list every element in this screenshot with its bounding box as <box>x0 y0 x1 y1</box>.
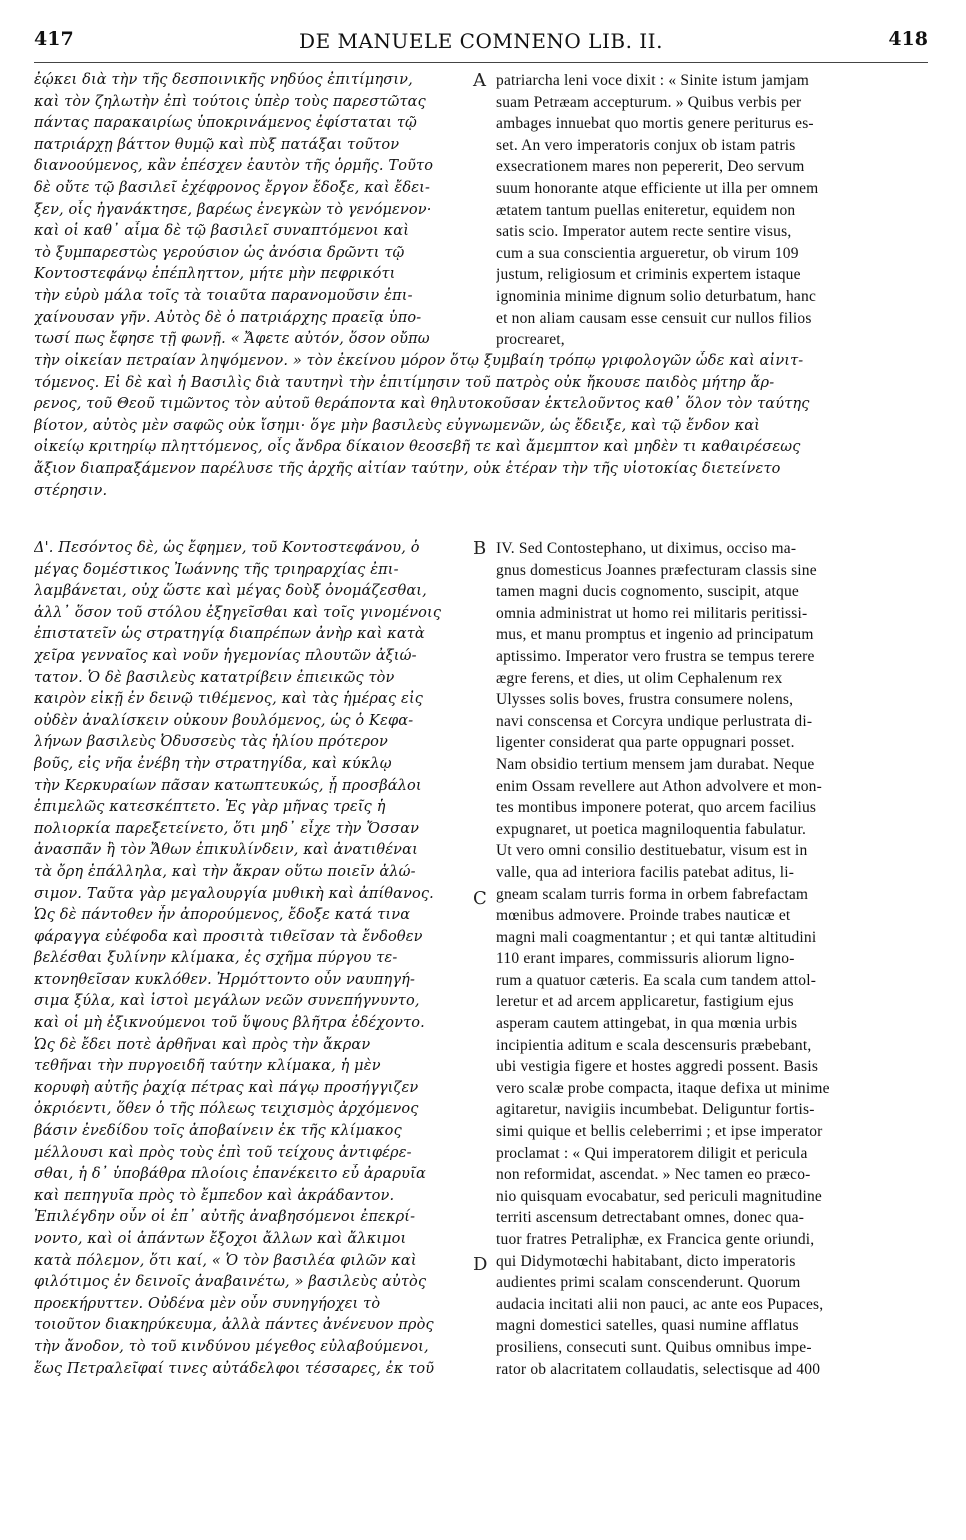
text-line: tuor fratres Petraliphæ, ex Francica gente oriundi, <box>496 1231 815 1248</box>
text-line: omnia administrat ut homo rei militaris peritissi- <box>496 604 808 622</box>
text-line: magni domestici satelles, quasi numine afflatus <box>496 1317 799 1335</box>
running-title: DE MANUELE COMNENO LIB. II. <box>299 29 663 53</box>
text-line: Ὡς δὲ ἔδει ποτὲ ἀρθῆναι καὶ πρὸς τὴν ἄκραν <box>34 1036 371 1053</box>
text-line: βελέσθαι ξυλίνην κλίμακα, ἐς σχῆμα πύργου τε- <box>34 950 398 967</box>
page-number-left: 417 <box>34 28 74 50</box>
text-line: τὴν ἄνοδον, τὸ τοῦ κινδύνου μέγεθος εὐλαβούμενοι, <box>34 1338 429 1355</box>
text-line: justum, religiosum et criminis expertem istaque <box>496 266 801 284</box>
text-line: διανοούμενος, κἂν ἐπέσχεν ἑαυτὸν τῆς ὁρμῆς. Τοῦτο <box>34 158 434 175</box>
text-line: territi ascensum detrectabant omnes, donec qua- <box>496 1209 805 1227</box>
text-line: Κοντοστεφάνῳ ἐπέπληττον, μήτε μὴν πεφρικότι <box>34 266 396 283</box>
text-line: suam Petræam accepturum. » Quibus verbis per <box>496 93 802 111</box>
text-line: στέρησιν. <box>34 482 108 499</box>
text-line: agitaretur, navigiis incumbebat. Deliguntur fortis- <box>496 1101 815 1119</box>
marker-d: D <box>473 1254 488 1275</box>
text-line: cum a sua conscientia argueretur, ob virum 109 <box>496 244 799 262</box>
text-line: βίοτον, αὐτὸς μὲν σαφῶς οὐκ ἴσημι· ὅγε μὴν βασιλεὺς εὐγνωμενῶν, ὡς ἔδειξε, καὶ τῷ ἔνδον καὶ <box>34 417 761 434</box>
text-line: καὶ οἱ μὴ ἐξικνούμενοι τοῦ ὕψους βλῆτρα ἐδέχοντο. <box>34 1015 425 1032</box>
text-line: καὶ οἱ καθ᾽ αἷμα δὲ τῷ βασιλεῖ συναπτόμενοι καὶ <box>34 223 410 240</box>
text-line: 110 erant impares, commissuris aliorum ligno- <box>496 950 795 968</box>
text-line: σθαι, ἡ δ᾽ ὑποβάθρα πλοίοις ἐπανέκειτο εὖ ἀραρυῖα <box>34 1166 426 1183</box>
text-line: set. An vero imperatoris conjux ob istam patris <box>496 136 796 154</box>
text-line: τὴν εὐρὺ μάλα τοῖς τὰ τοιαῦτα παρανομοῦσιν ἐπι- <box>34 287 413 304</box>
text-line: IV. Sed Contostephano, ut diximus, occiso ma- <box>496 540 797 557</box>
text-line: mus, et manu promptus et ingenio ad principatum <box>496 626 814 644</box>
text-line: qui Didymotœchi habitabant, dicto imperatoris <box>496 1252 796 1270</box>
text-line: incipientia aditum e scala descensuris præbebant, <box>496 1036 812 1054</box>
text-line: βοῦς, εἰς νῆα ἐνέβη τὴν στρατηγίδα, καὶ κύκλῳ <box>34 755 392 772</box>
text-line: λαμβάνεται, οὐχ ὥστε καὶ μέγας δοὺξ ὀνομάζεσθαι, <box>34 583 427 600</box>
text-line: χεῖρα γενναῖος καὶ νοῦν ἡγεμονίας πλουτῶν ἀξιώ- <box>34 647 417 664</box>
text-line: Ut vero omni consilio destituebatur, visum est in <box>496 842 808 860</box>
text-line: Δ'. Πεσόντος δὲ, ὡς ἔφημεν, τοῦ Κοντοστεφάνου, ὁ <box>34 540 420 556</box>
text-line: ignominia minime dignum solio deturbatum, hanc <box>496 287 817 305</box>
page-number-right: 418 <box>888 28 928 50</box>
marker-c: C <box>473 888 487 909</box>
text-line: τοιοῦτον διακηρύκευμα, ἀλλὰ πάντες ἀνένευον πρὸς <box>34 1317 434 1334</box>
text-line: tes montibus imponere poterat, quo arcem facilius <box>496 799 817 817</box>
text-line: τὴν Κερκυραίων πᾶσαν κατωπτευκώς, ᾗ προσβάλοι <box>34 777 422 794</box>
text-line: rator ob alacritatem collaudatis, selectisque ad 400 <box>496 1360 821 1378</box>
text-line: τὴν οἰκείαν πετραίαν ληψόμενον. » τὸν ἐκείνου μόρον ὅτῳ ξυμβαίη τρόπῳ γριφολογῶν ὧδε καὶ αἰνιτ- <box>34 353 804 369</box>
greek-column-a <box>34 70 468 351</box>
text-line: simi quique et bellis celeberrimi ; et ipse imperator <box>496 1123 823 1141</box>
text-line: τεθῆναι τὴν πυργοειδῆ ταύτην κλίμακα, ἡ μὲν <box>34 1058 381 1075</box>
text-line: καὶ πεπηγυῖα πρὸς τὸ ἔμπεδον καὶ ἀκράδαντον. <box>34 1187 395 1204</box>
text-line: Ἐπιλέγδην οὖν οἱ ἐπ᾽ αὐτῆς ἀναβησόμενοι ἐπεκρί- <box>34 1209 416 1226</box>
text-line: νοντο, καὶ οἱ ἁπάντων ἔξοχοι ἄλλων καὶ ἄλκιμοι <box>34 1231 407 1247</box>
text-line: πατριάρχῃ βάττον θυμῷ καὶ πὺξ πατάξαι τοῦτον <box>34 136 400 153</box>
text-line: Ὡς δὲ πάντοθεν ἦν ἀπορούμενος, ἔδοξε κατά τινα <box>34 907 411 924</box>
text-line: ὀκριόεντι, ὅθεν ὁ τῆς πόλεως τειχισμὸς ἀρχόμενος <box>34 1101 419 1118</box>
text-line: vero scalæ probe compacta, itaque defixa ut minime <box>496 1079 830 1097</box>
text-line: valle, qua ad interiora facilis patebat aditus, li- <box>496 863 795 881</box>
text-line: κορυφὴ αὐτῆς ῥαχίᾳ πέτρας καὶ πάγῳ προσήγγιζεν <box>34 1079 419 1096</box>
text-line: δὲ οὔτε τῷ βασιλεῖ ἐχέφρονος ἔργον ἔδοξε, καὶ ἔδει- <box>34 179 431 196</box>
text-line: enim Ossam revellere aut Athon advolvere et mon- <box>496 777 822 795</box>
text-line: ubi vestigia figere et hostes aggredi possent. Basis <box>496 1058 819 1076</box>
text-line: ἀνασπᾶν ἢ τὸν Ἄθων ἐπικυλίνδειν, καὶ ἀνατιθέναι <box>34 842 418 859</box>
text-line: ligenter considerat qua parte oppugnari posset. <box>496 734 795 752</box>
text-line: οἰκείῳ κριτηρίῳ πληττόμενος, οἷς ἄνδρα δίκαιον θεοσεβῆ τε καὶ ἄμεμπτον καὶ μηδὲν τι καθαιρέσεως <box>34 439 801 456</box>
text-line: magni mali coagmentantur ; et qui tantæ altitudini <box>496 928 817 946</box>
text-line: φάραγγα εὐέφοδα καὶ προσιτὰ τιθεῖσαν τὰ ἔνδοθεν <box>34 928 423 945</box>
text-line: τατον. Ὁ δὲ βασιλεὺς κατατρίβειν ἐπιεικῶς τὸν <box>34 669 395 686</box>
text-line: prosiliens, consecuti sunt. Quibus omnibus impe- <box>496 1338 812 1356</box>
text-line: βάσιν ἐνεδίδου τοῖς ἀποβαίνειν ἐκ τῆς κλίμακος <box>34 1123 402 1140</box>
greek-full-width-block <box>34 351 928 502</box>
text-line: λήνων βασιλεὺς Ὀδυσσεὺς τὰς ἡλίου πρότερον <box>34 734 388 751</box>
text-line: audientes primi scalam conscenderunt. Quorum <box>496 1274 801 1292</box>
latin-column-b <box>496 538 928 1380</box>
text-line: πολιορκία παρεξετείνετο, ὅτι μηδ᾽ εἶχε τὴν Ὄσσαν <box>34 820 420 837</box>
text-line: ξεν, οἷς ἠγανάκτησε, βαρέως ἐνεγκὼν τὸ γενόμενον· <box>34 201 432 218</box>
text-line: σιμα ξύλα, καὶ ἱστοὶ μεγάλων νεῶν συνεπήγνυντο, <box>34 993 420 1010</box>
text-line: ἐῴκει διὰ τὴν τῆς δεσποινικῆς νηδύος ἐπιτίμησιν, <box>34 72 413 88</box>
text-line: τὸ ξυμπαρεστὼς γερούσιον ὡς ἀνόσια δρῶντι τῷ <box>34 244 405 261</box>
text-line: σιμον. Ταῦτα γὰρ μεγαλουργία μυθικὴ καὶ ἀπίθανος. <box>34 885 434 902</box>
text-line: satis scio. Imperator autem recte sentire visus, <box>496 223 792 241</box>
latin-column-a <box>496 70 928 351</box>
text-line: κτονηθεῖσαν κυκλόθεν. Ἠρμόττοντο οὖν ναυπηγή- <box>34 971 416 988</box>
marker-a: A <box>473 70 486 91</box>
text-line: ægre ferens, et dies, ut olim Cephalenum rex <box>496 669 783 687</box>
text-line: ἐπιμελῶς κατεσκέπτετο. Ἐς γὰρ μῆνας τρεῖς ἡ <box>34 799 386 816</box>
text-line: χαίνουσαν γῆν. Αὐτὸς δὲ ὁ πατριάρχης πραεῖᾳ ὑπο- <box>34 309 422 326</box>
text-line: μέλλουσι καὶ πρὸς τοὺς ἐπὶ τοῦ τείχους ἀντιφέρε- <box>34 1144 412 1161</box>
text-line: ἄξιον διαπραξάμενον παρέλυσε τῆς ἀρχῆς αἰτίαν ταύτην, οὐκ ἑτέραν τὴν τῆς υἱοτοκίας διετείνετο <box>34 460 781 477</box>
text-line: asperam cautem attingebat, in qua mœnia urbis <box>496 1015 798 1033</box>
text-line: ætatem tantum puellas eniteretur, equidem non <box>496 201 796 219</box>
text-line: nio quisquam evocabatur, sed periculi magnitudine <box>496 1187 822 1205</box>
text-line: Nam obsidio tertium mensem jam durabat. Neque <box>496 755 815 773</box>
text-line: ρενος, τοῦ Θεοῦ τιμῶντος τὸν αὐτοῦ θεράποντα καὶ θηλυτοκοῦσαν ἐκτελοῦντος καθ᾽ ὅλον τὸν ταύτης <box>34 396 810 413</box>
text-line: οὐδὲν ἀναλίσκειν οὐκουν βουλόμενος, ὡς ὁ Κεφα- <box>34 712 414 729</box>
text-line: ἀλλ᾽ ὅσον τοῦ στόλου ἐξηγεῖσθαι καὶ τοῖς γινομένοις <box>34 604 442 621</box>
text-line: patriarcha leni voce dixit : « Sinite istum jamjam <box>496 72 810 89</box>
text-line: audacia incitati alii non pauci, ac ante eos Pupaces, <box>496 1295 824 1313</box>
text-line: φιλότιμος ἐν δεινοῖς ἀναβαινέτω, » βασιλεὺς αὐτὸς <box>34 1274 427 1291</box>
text-line: navi conscensa et Corcyra undique perlustrata di- <box>496 712 813 730</box>
greek-column-b <box>34 538 468 1380</box>
text-line: aptissimo. Imperator vero frustra se tempus terere <box>496 647 815 665</box>
text-line: καὶ τὸν ζηλωτὴν ἐπὶ τούτοις ὑπὲρ τοὺς παρεστῶτας <box>34 93 426 110</box>
text-line: mœnibus admovere. Proinde trabes nauticæ et <box>496 907 791 925</box>
text-line: procrearet, <box>496 331 565 349</box>
text-line: leretur et ad arcem applicaretur, fastigium ejus <box>496 993 794 1011</box>
text-line: rum a quatuor cæteris. Ea scala cum tandem attol- <box>496 971 817 989</box>
text-line: tamen magni ducis cognomento, suscipit, atque <box>496 583 800 601</box>
text-line: ἐπιστατεῖν ὡς στρατηγίᾳ διαπρέπων ἀνὴρ καὶ κατὰ <box>34 626 425 643</box>
text-line: gnus domesticus Joannes præfecturam classis sine <box>496 561 817 579</box>
text-line: expugnaret, ut poetica magniloquentia fabulatur. <box>496 820 807 838</box>
header-rule <box>34 62 928 63</box>
text-line: καιρὸν εἰκῇ ἐν δεινῷ τιθέμενος, καὶ τὰς ἡμέρας εἰς <box>34 691 424 708</box>
page-header <box>34 28 928 60</box>
text-line: non reformidat, ascendat. » Nec tamen eo præco- <box>496 1166 811 1184</box>
text-line: suum honorante atque efficiente ut illa per omnem <box>496 179 819 197</box>
text-line: κατὰ πόλεμον, ὅτι καί, « Ὁ τὸν βασιλέα φιλῶν καὶ <box>34 1252 417 1269</box>
text-line: τὰ ὄρη ἐπάλληλα, καὶ τὴν ἄκραν οὕτω ποιεῖν ἁλώ- <box>34 863 416 880</box>
text-line: προεκήρυττεν. Οὐδένα μὲν οὖν συνηγήοχει τὸ <box>34 1295 381 1312</box>
text-line: μέγας δομέστικος Ἰωάννης τῆς τριηραρχίας ἐπι- <box>34 561 399 578</box>
text-line: gneam scalam turris forma in orbem fabrefactam <box>496 885 809 903</box>
text-line: πάντας παρακαιρίως ὑποκρινάμενος ἐφίσταται τῷ <box>34 115 417 132</box>
text-line: et non aliam causam esse censuit cur nullos filios <box>496 309 812 327</box>
text-line: proclamat : « Qui imperatorem diligit et pericula <box>496 1144 808 1162</box>
text-line: τόμενος. Εἰ δὲ καὶ ἡ Βασιλὶς διὰ ταυτηνὶ τὴν ἐπιτίμησιν τοῦ πατρὸς οὐκ ἤκουσε παιδὸς μήτηρ ἄρ- <box>34 374 775 391</box>
text-line: ambages innuebat quo mortis genere periturus es- <box>496 115 814 133</box>
text-line: exsecrationem mares non pepererit, Deo servum <box>496 158 805 176</box>
text-line: τωσί πως ἔφησε τῇ φωνῇ. « Ἄφετε αὐτόν, ὅσον οὔπω <box>34 331 430 348</box>
text-line: Ulysses solis boves, frustra consumere nolens, <box>496 691 794 709</box>
marker-b: B <box>473 538 487 559</box>
text-line: ἕως Πετραλεῖφαί τινες αὐτάδελφοι τέσσαρες, ἐκ τοῦ <box>34 1360 435 1377</box>
